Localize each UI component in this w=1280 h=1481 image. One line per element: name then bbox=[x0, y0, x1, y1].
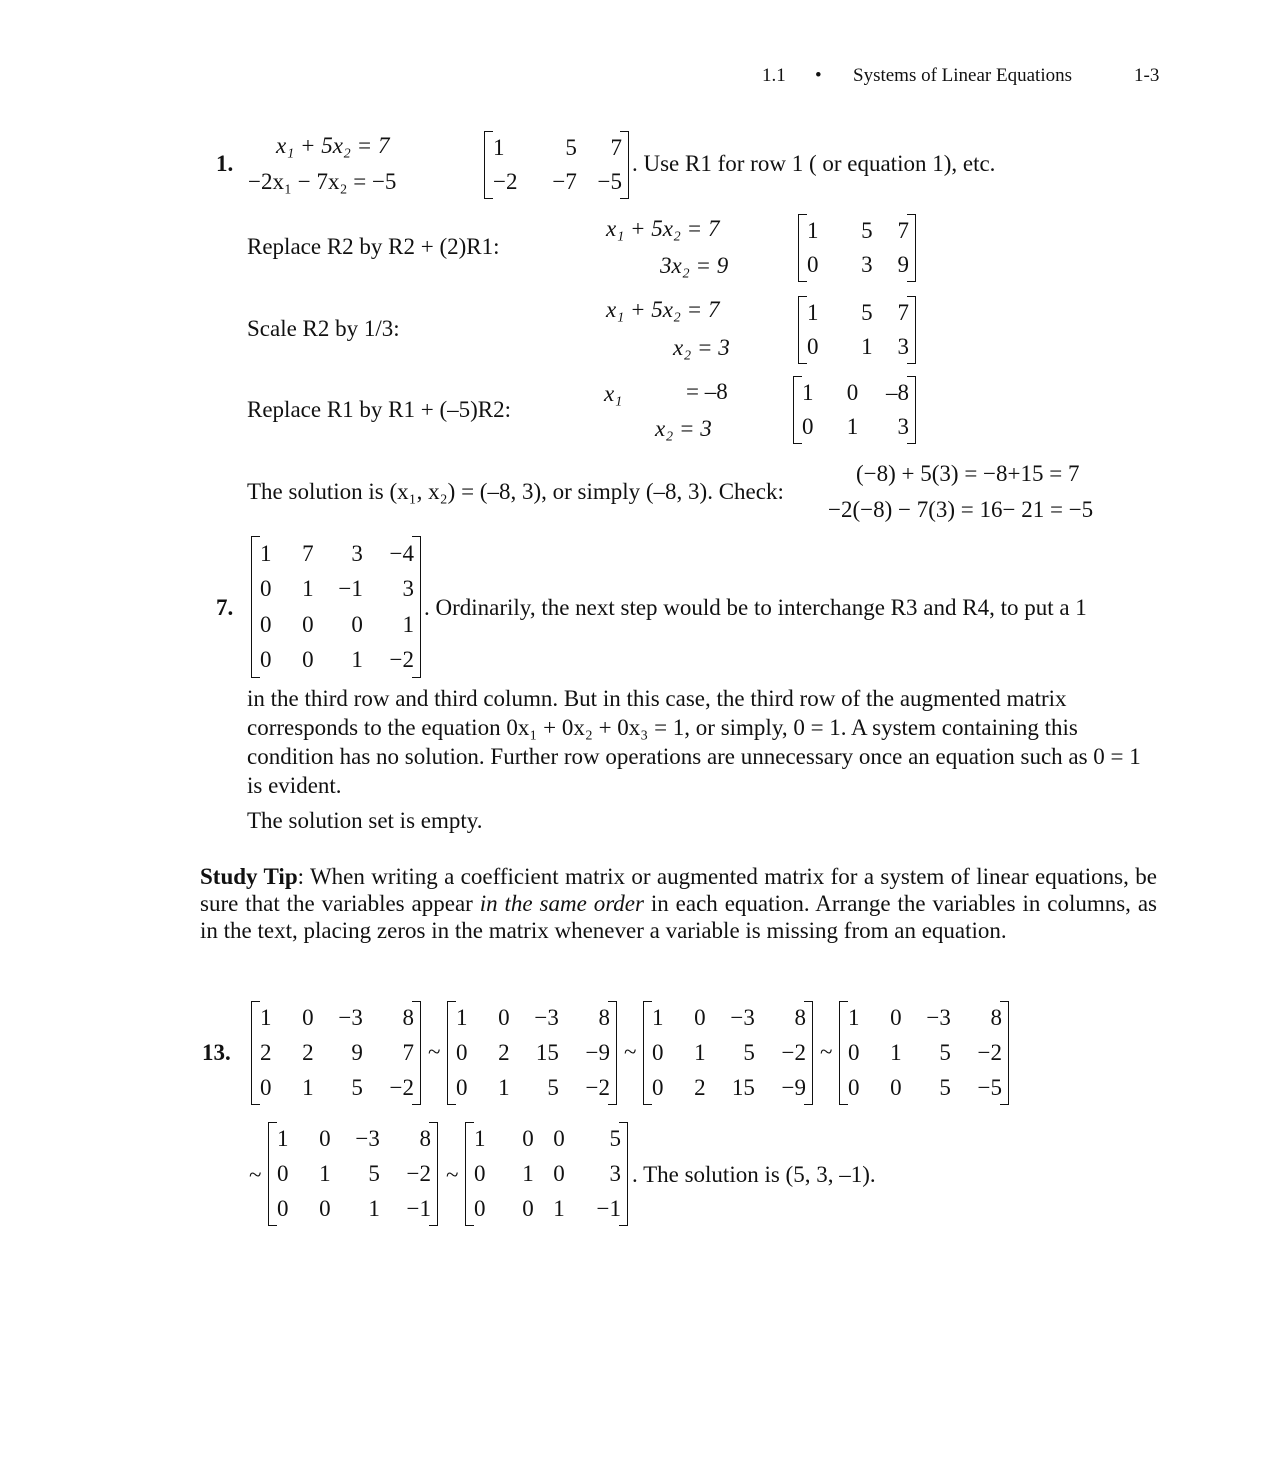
p1-matrix-2 bbox=[798, 296, 916, 364]
matrix-row bbox=[466, 1157, 627, 1192]
matrix-cell: 0 bbox=[260, 611, 272, 637]
matrix-row bbox=[448, 1001, 616, 1036]
matrix-cell: 0 bbox=[553, 1126, 565, 1152]
matrix-row bbox=[269, 1191, 437, 1226]
matrix-cell: 0 bbox=[319, 1126, 331, 1152]
p1-step1-label: Replace R2 by R2 + (2)R1: bbox=[247, 234, 500, 259]
matrix-cell: 1 bbox=[319, 1160, 331, 1186]
matrix-cell: 5 bbox=[609, 1126, 621, 1152]
matrix-cell: −1 bbox=[338, 576, 363, 602]
matrix-cell: 0 bbox=[351, 611, 363, 637]
matrix-cell: −3 bbox=[730, 1005, 755, 1031]
matrix-row bbox=[840, 1036, 1008, 1071]
matrix-cell: 0 bbox=[890, 1074, 902, 1100]
header-title: Systems of Linear Equations bbox=[853, 65, 1072, 86]
matrix-cell: −3 bbox=[355, 1126, 380, 1152]
p13-matrix-3 bbox=[643, 1001, 813, 1105]
p1-matrix-3 bbox=[793, 376, 916, 444]
matrix-cell: 7 bbox=[302, 540, 314, 566]
matrix-cell: 0 bbox=[474, 1160, 486, 1186]
study-tip bbox=[200, 863, 1157, 944]
matrix-cell: −3 bbox=[926, 1005, 951, 1031]
matrix-row bbox=[252, 607, 420, 643]
matrix-cell: −5 bbox=[597, 169, 622, 194]
matrix-cell: 1 bbox=[402, 611, 414, 637]
problem-1-number: 1. bbox=[216, 151, 234, 176]
matrix-cell: 2 bbox=[694, 1074, 706, 1100]
matrix-row bbox=[252, 1070, 420, 1105]
p13-matrix-4 bbox=[839, 1001, 1009, 1105]
p1-step2-eq2: x₂ = 3 bbox=[673, 335, 730, 360]
page-number: 1-3 bbox=[1134, 65, 1160, 86]
matrix-cell: 1 bbox=[493, 135, 505, 160]
matrix-cell: 5 bbox=[351, 1074, 363, 1100]
matrix-cell: 3 bbox=[609, 1160, 621, 1186]
matrix-cell: 1 bbox=[522, 1160, 534, 1186]
p1-step1-eq1: x₁ + 5x₂ = 7 bbox=[606, 216, 720, 241]
matrix-cell: 8 bbox=[598, 1005, 610, 1031]
matrix-cell: −2 bbox=[493, 169, 518, 194]
matrix-cell: 3 bbox=[861, 252, 873, 277]
study-tip-emphasis: in the same order bbox=[479, 891, 644, 916]
matrix-cell: −4 bbox=[389, 540, 414, 566]
matrix-cell: 0 bbox=[553, 1160, 565, 1186]
study-tip-text-b: in each equation. Arrange the variables in columns, as in the text, placing zeros in the matrix whenever a variable is missing from an equation. bbox=[200, 891, 1157, 943]
problem-13-number: 13. bbox=[202, 1040, 231, 1065]
matrix-cell: 5 bbox=[939, 1074, 951, 1100]
matrix-cell: 0 bbox=[498, 1005, 510, 1031]
matrix-cell: 0 bbox=[302, 1005, 314, 1031]
matrix-cell: 3 bbox=[351, 540, 363, 566]
matrix-cell: 0 bbox=[807, 252, 819, 277]
matrix-cell: 0 bbox=[652, 1074, 664, 1100]
matrix-cell: 15 bbox=[731, 1074, 755, 1100]
matrix-row bbox=[840, 1070, 1008, 1105]
matrix-cell: 1 bbox=[277, 1126, 289, 1152]
matrix-cell: 1 bbox=[260, 1005, 272, 1031]
matrix-row bbox=[794, 376, 915, 410]
matrix-row bbox=[799, 248, 915, 282]
matrix-cell: –8 bbox=[886, 380, 909, 405]
matrix-cell: 1 bbox=[456, 1005, 468, 1031]
matrix-row bbox=[252, 1001, 420, 1036]
matrix-cell: 2 bbox=[302, 1039, 314, 1065]
header-bullet: • bbox=[815, 65, 822, 86]
matrix-cell: 2 bbox=[498, 1039, 510, 1065]
matrix-cell: 0 bbox=[260, 1074, 272, 1100]
p7-empty-set: The solution set is empty. bbox=[247, 808, 483, 833]
matrix-cell: 5 bbox=[368, 1160, 380, 1186]
matrix-row bbox=[644, 1036, 812, 1071]
section-number: 1.1 bbox=[762, 65, 786, 86]
matrix-cell: 0 bbox=[319, 1195, 331, 1221]
matrix-row bbox=[840, 1001, 1008, 1036]
matrix-cell: 1 bbox=[848, 1005, 860, 1031]
matrix-cell: 1 bbox=[302, 1074, 314, 1100]
p1-system-row1: x₁ + 5x₂ = 7 bbox=[276, 133, 390, 158]
matrix-cell: 5 bbox=[743, 1039, 755, 1065]
matrix-cell: 1 bbox=[802, 380, 814, 405]
matrix-row bbox=[252, 1036, 420, 1071]
matrix-cell: 1 bbox=[553, 1195, 565, 1221]
matrix-row bbox=[252, 643, 420, 679]
p7-matrix bbox=[251, 536, 421, 678]
matrix-cell: 1 bbox=[861, 334, 873, 359]
p7-note: . Ordinarily, the next step would be to interchange R3 and R4, to put a 1 bbox=[424, 595, 1087, 620]
tilde: ~ bbox=[249, 1162, 262, 1187]
study-tip-label: Study Tip bbox=[200, 864, 298, 889]
matrix-row bbox=[485, 131, 628, 165]
matrix-cell: 1 bbox=[260, 540, 272, 566]
tilde: ~ bbox=[820, 1039, 833, 1064]
p1-step2-eq1: x₁ + 5x₂ = 7 bbox=[606, 297, 720, 322]
p1-check-1: (−8) + 5(3) = −8+15 = 7 bbox=[856, 461, 1080, 486]
matrix-cell: 0 bbox=[302, 611, 314, 637]
matrix-cell: −3 bbox=[534, 1005, 559, 1031]
matrix-row bbox=[799, 214, 915, 248]
matrix-cell: 0 bbox=[522, 1195, 534, 1221]
matrix-cell: 0 bbox=[802, 414, 814, 439]
matrix-cell: 0 bbox=[277, 1195, 289, 1221]
matrix-cell: 1 bbox=[694, 1039, 706, 1065]
matrix-cell: 7 bbox=[610, 135, 622, 160]
matrix-cell: 0 bbox=[890, 1005, 902, 1031]
matrix-cell: 3 bbox=[402, 576, 414, 602]
matrix-cell: 5 bbox=[861, 218, 873, 243]
problem-7-number: 7. bbox=[216, 595, 234, 620]
matrix-cell: 0 bbox=[260, 576, 272, 602]
matrix-cell: 1 bbox=[368, 1195, 380, 1221]
p1-step3-eq1-var: x₁ bbox=[604, 381, 623, 406]
matrix-row bbox=[644, 1001, 812, 1036]
p1-check-2: −2(−8) − 7(3) = 16− 21 = −5 bbox=[828, 497, 1094, 522]
matrix-cell: 0 bbox=[260, 647, 272, 673]
matrix-row bbox=[252, 536, 420, 572]
matrix-cell: 1 bbox=[474, 1126, 486, 1152]
study-tip-text-a: : When writing a coefficient matrix or augmented matrix for a system of linear equations, be sure that the variables appear bbox=[200, 864, 1157, 916]
matrix-cell: 0 bbox=[277, 1160, 289, 1186]
matrix-row bbox=[466, 1191, 627, 1226]
matrix-cell: 1 bbox=[351, 647, 363, 673]
matrix-cell: 1 bbox=[846, 414, 859, 439]
matrix-cell: −2 bbox=[585, 1074, 610, 1100]
matrix-row bbox=[799, 296, 915, 330]
matrix-cell: 0 bbox=[456, 1039, 468, 1065]
matrix-cell: 8 bbox=[419, 1126, 431, 1152]
matrix-cell: −3 bbox=[338, 1005, 363, 1031]
matrix-cell: 15 bbox=[535, 1039, 559, 1065]
matrix-cell: −2 bbox=[389, 1074, 414, 1100]
matrix-cell: −2 bbox=[781, 1039, 806, 1065]
matrix-cell: −7 bbox=[552, 169, 577, 194]
matrix-cell: 5 bbox=[547, 1074, 559, 1100]
matrix-row bbox=[794, 410, 915, 444]
matrix-cell: 8 bbox=[794, 1005, 806, 1031]
matrix-cell: 9 bbox=[351, 1039, 363, 1065]
matrix-cell: 9 bbox=[897, 252, 909, 277]
p13-matrix-1 bbox=[251, 1001, 421, 1105]
matrix-cell: −2 bbox=[406, 1160, 431, 1186]
matrix-cell: 7 bbox=[402, 1039, 414, 1065]
matrix-row bbox=[269, 1122, 437, 1157]
matrix-cell: 5 bbox=[565, 135, 577, 160]
p13-solution: . The solution is (5, 3, –1). bbox=[632, 1162, 876, 1187]
p1-step3-eq2: x₂ = 3 bbox=[655, 416, 712, 441]
matrix-cell: −9 bbox=[781, 1074, 806, 1100]
matrix-row bbox=[252, 572, 420, 608]
p1-step3-label: Replace R1 by R1 + (–5)R2: bbox=[247, 397, 512, 422]
p1-step3-eq1-value: = –8 bbox=[686, 379, 728, 404]
p1-step2-label: Scale R2 by 1/3: bbox=[247, 316, 400, 341]
matrix-cell: 0 bbox=[456, 1074, 468, 1100]
p1-note: . Use R1 for row 1 ( or equation 1), etc. bbox=[632, 151, 996, 176]
matrix-row bbox=[466, 1122, 627, 1157]
matrix-cell: −1 bbox=[596, 1195, 621, 1221]
p7-paragraph: in the third row and third column. But in this case, the third row of the augmented matrix corresponds to the equation 0x₁ + 0x₂ + 0x₃ = 1, or simply, 0 = 1. A system containing this condition has no solution. Further row operations are unnecessary once an equation such as 0 = 1 is evident. bbox=[247, 686, 1141, 798]
matrix-cell: −2 bbox=[389, 647, 414, 673]
matrix-row bbox=[485, 165, 628, 199]
matrix-cell: 1 bbox=[498, 1074, 510, 1100]
p13-matrix-2 bbox=[447, 1001, 617, 1105]
matrix-cell: 0 bbox=[846, 380, 859, 405]
matrix-cell: 3 bbox=[897, 414, 909, 439]
matrix-row bbox=[448, 1070, 616, 1105]
matrix-cell: −5 bbox=[977, 1074, 1002, 1100]
tilde: ~ bbox=[428, 1039, 441, 1064]
matrix-cell: 7 bbox=[897, 218, 909, 243]
matrix-cell: 3 bbox=[897, 334, 909, 359]
matrix-row bbox=[799, 330, 915, 364]
p1-solution-text: The solution is (x₁, x₂) = (–8, 3), or simply (–8, 3). Check: bbox=[247, 479, 784, 504]
matrix-cell: 0 bbox=[474, 1195, 486, 1221]
matrix-cell: 1 bbox=[890, 1039, 902, 1065]
tilde: ~ bbox=[446, 1162, 459, 1187]
p1-matrix-1 bbox=[798, 214, 916, 282]
matrix-cell: 8 bbox=[402, 1005, 414, 1031]
matrix-cell: −1 bbox=[406, 1195, 431, 1221]
matrix-cell: 0 bbox=[522, 1126, 534, 1152]
matrix-cell: 0 bbox=[848, 1074, 860, 1100]
p1-system-row2: −2x₁ − 7x₂ = −5 bbox=[248, 169, 397, 194]
matrix-cell: 0 bbox=[848, 1039, 860, 1065]
matrix-cell: 1 bbox=[807, 300, 819, 325]
matrix-cell: 8 bbox=[990, 1005, 1002, 1031]
tilde: ~ bbox=[624, 1039, 637, 1064]
matrix-cell: 1 bbox=[652, 1005, 664, 1031]
matrix-row bbox=[644, 1070, 812, 1105]
p13-matrix-6 bbox=[465, 1122, 628, 1226]
matrix-cell: 1 bbox=[302, 576, 314, 602]
matrix-cell: 0 bbox=[807, 334, 819, 359]
matrix-row bbox=[448, 1036, 616, 1071]
matrix-cell: 5 bbox=[939, 1039, 951, 1065]
p13-matrix-5 bbox=[268, 1122, 438, 1226]
matrix-cell: 1 bbox=[807, 218, 819, 243]
matrix-cell: 7 bbox=[897, 300, 909, 325]
matrix-row bbox=[269, 1157, 437, 1192]
matrix-cell: 0 bbox=[302, 647, 314, 673]
matrix-cell: 2 bbox=[260, 1039, 272, 1065]
matrix-cell: 5 bbox=[861, 300, 873, 325]
matrix-cell: 0 bbox=[652, 1039, 664, 1065]
matrix-cell: −2 bbox=[977, 1039, 1002, 1065]
p1-step1-eq2: 3x₂ = 9 bbox=[660, 253, 729, 278]
matrix-cell: 0 bbox=[694, 1005, 706, 1031]
p1-matrix-0 bbox=[484, 131, 629, 199]
matrix-cell: −9 bbox=[585, 1039, 610, 1065]
